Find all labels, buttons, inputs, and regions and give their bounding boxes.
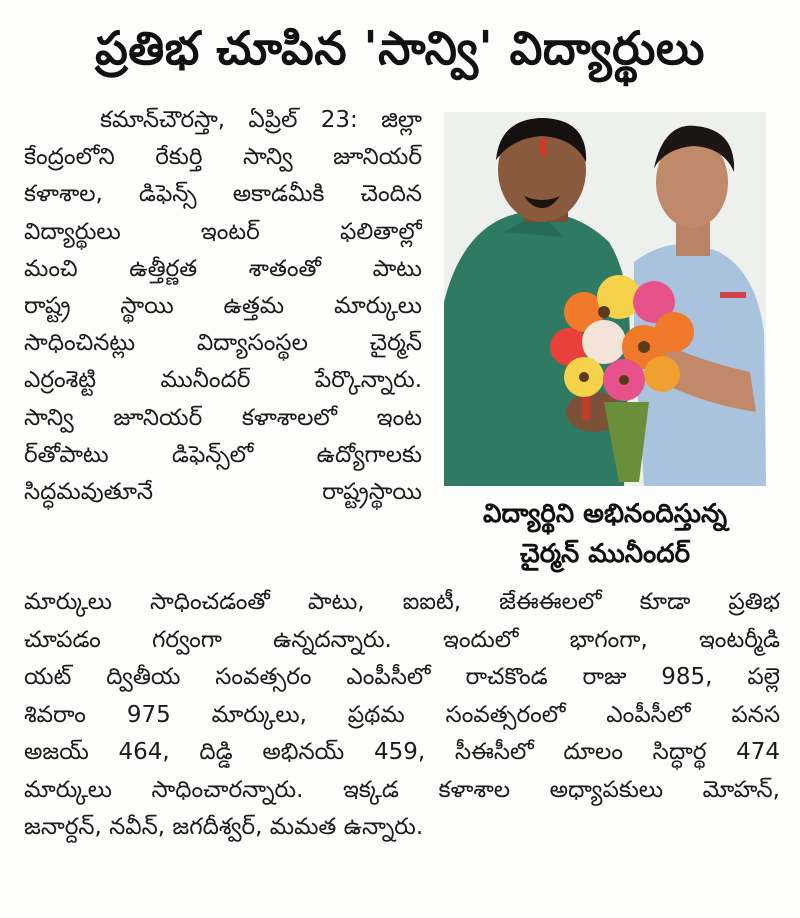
article-line: కమాన్‌చౌరస్తా, ఏప్రిల్ 23: జిల్లా: [100, 107, 422, 133]
article-line: చూపడం గర్వంగా ఉన్నదన్నారు. ఇందులో భాగంగా, ఇంటర్మీడి: [24, 626, 780, 653]
photo-caption: [440, 494, 770, 574]
photo-illustration: [444, 112, 766, 486]
article-line: విద్యార్థులు ఇంటర్ ఫలితాల్లో: [24, 218, 422, 245]
article-body-bottom: [24, 584, 780, 847]
article-line: సాన్వి జూనియర్ కళాశాలలో ఇంట: [24, 404, 422, 431]
caption-line-2: చైర్మన్ మునీందర్: [520, 539, 690, 569]
article-line: రాష్ట్ర స్థాయి ఉత్తమ మార్కులు: [24, 292, 422, 319]
article-line: కేంద్రంలోని రేకుర్తి సాన్వి జూనియర్: [24, 144, 422, 171]
headline: ప్రతిభ చూపిన 'సాన్వి' విద్యార్థులు: [95, 21, 705, 75]
article-line: సాధించినట్లు విద్యాసంస్థల చైర్మన్: [24, 330, 422, 357]
article-line: ర్‌తోపాటు డిఫెన్స్‌లో ఉద్యోగాలకు: [24, 441, 422, 468]
article-line: అజయ్ 464, దిడ్డి అభినయ్ 459, సీఈసీలో దూలం సిద్ధార్థ 474: [24, 739, 780, 765]
caption-line-1: విద్యార్థిని అభినందిస్తున్న: [482, 499, 727, 529]
article-line: జనార్దన్, నవీన్, జగదీశ్వర్, మమత ఉన్నారు.: [24, 814, 424, 840]
article-line: మార్కులు సాధించడంతో పాటు, ఐఐటీ, జేఈఈలలో కూడా ప్రతిభ: [24, 589, 780, 615]
article-line: సిద్ధమవుతూనే రాష్ట్రస్థాయి: [24, 478, 422, 505]
article-line: శివరాం 975 మార్కులు, ప్రథమ సంవత్సరంలో ఎంపీసీలో పనస: [24, 701, 780, 728]
news-photo: [444, 112, 766, 486]
article-line: మంచి ఉత్తీర్ణత శాతంతో పాటు: [24, 255, 422, 282]
article-line: మార్కులు సాధించారన్నారు. ఇక్కడ కళాశాల అధ్యాపకులు మోహన్,: [24, 776, 780, 803]
article-line: ఎర్రంశెట్టి మునీందర్ పేర్కొన్నారు.: [24, 367, 422, 394]
article-body-top: [24, 102, 422, 511]
article-line: యట్ ద్వితీయ సంవత్సరం ఎంపీసీలో రాచకొండ రాజు 985, పల్లె: [24, 664, 780, 690]
article-line: కళాశాల, డిఫెన్స్ అకాడమీకి చెందిన: [24, 181, 422, 208]
